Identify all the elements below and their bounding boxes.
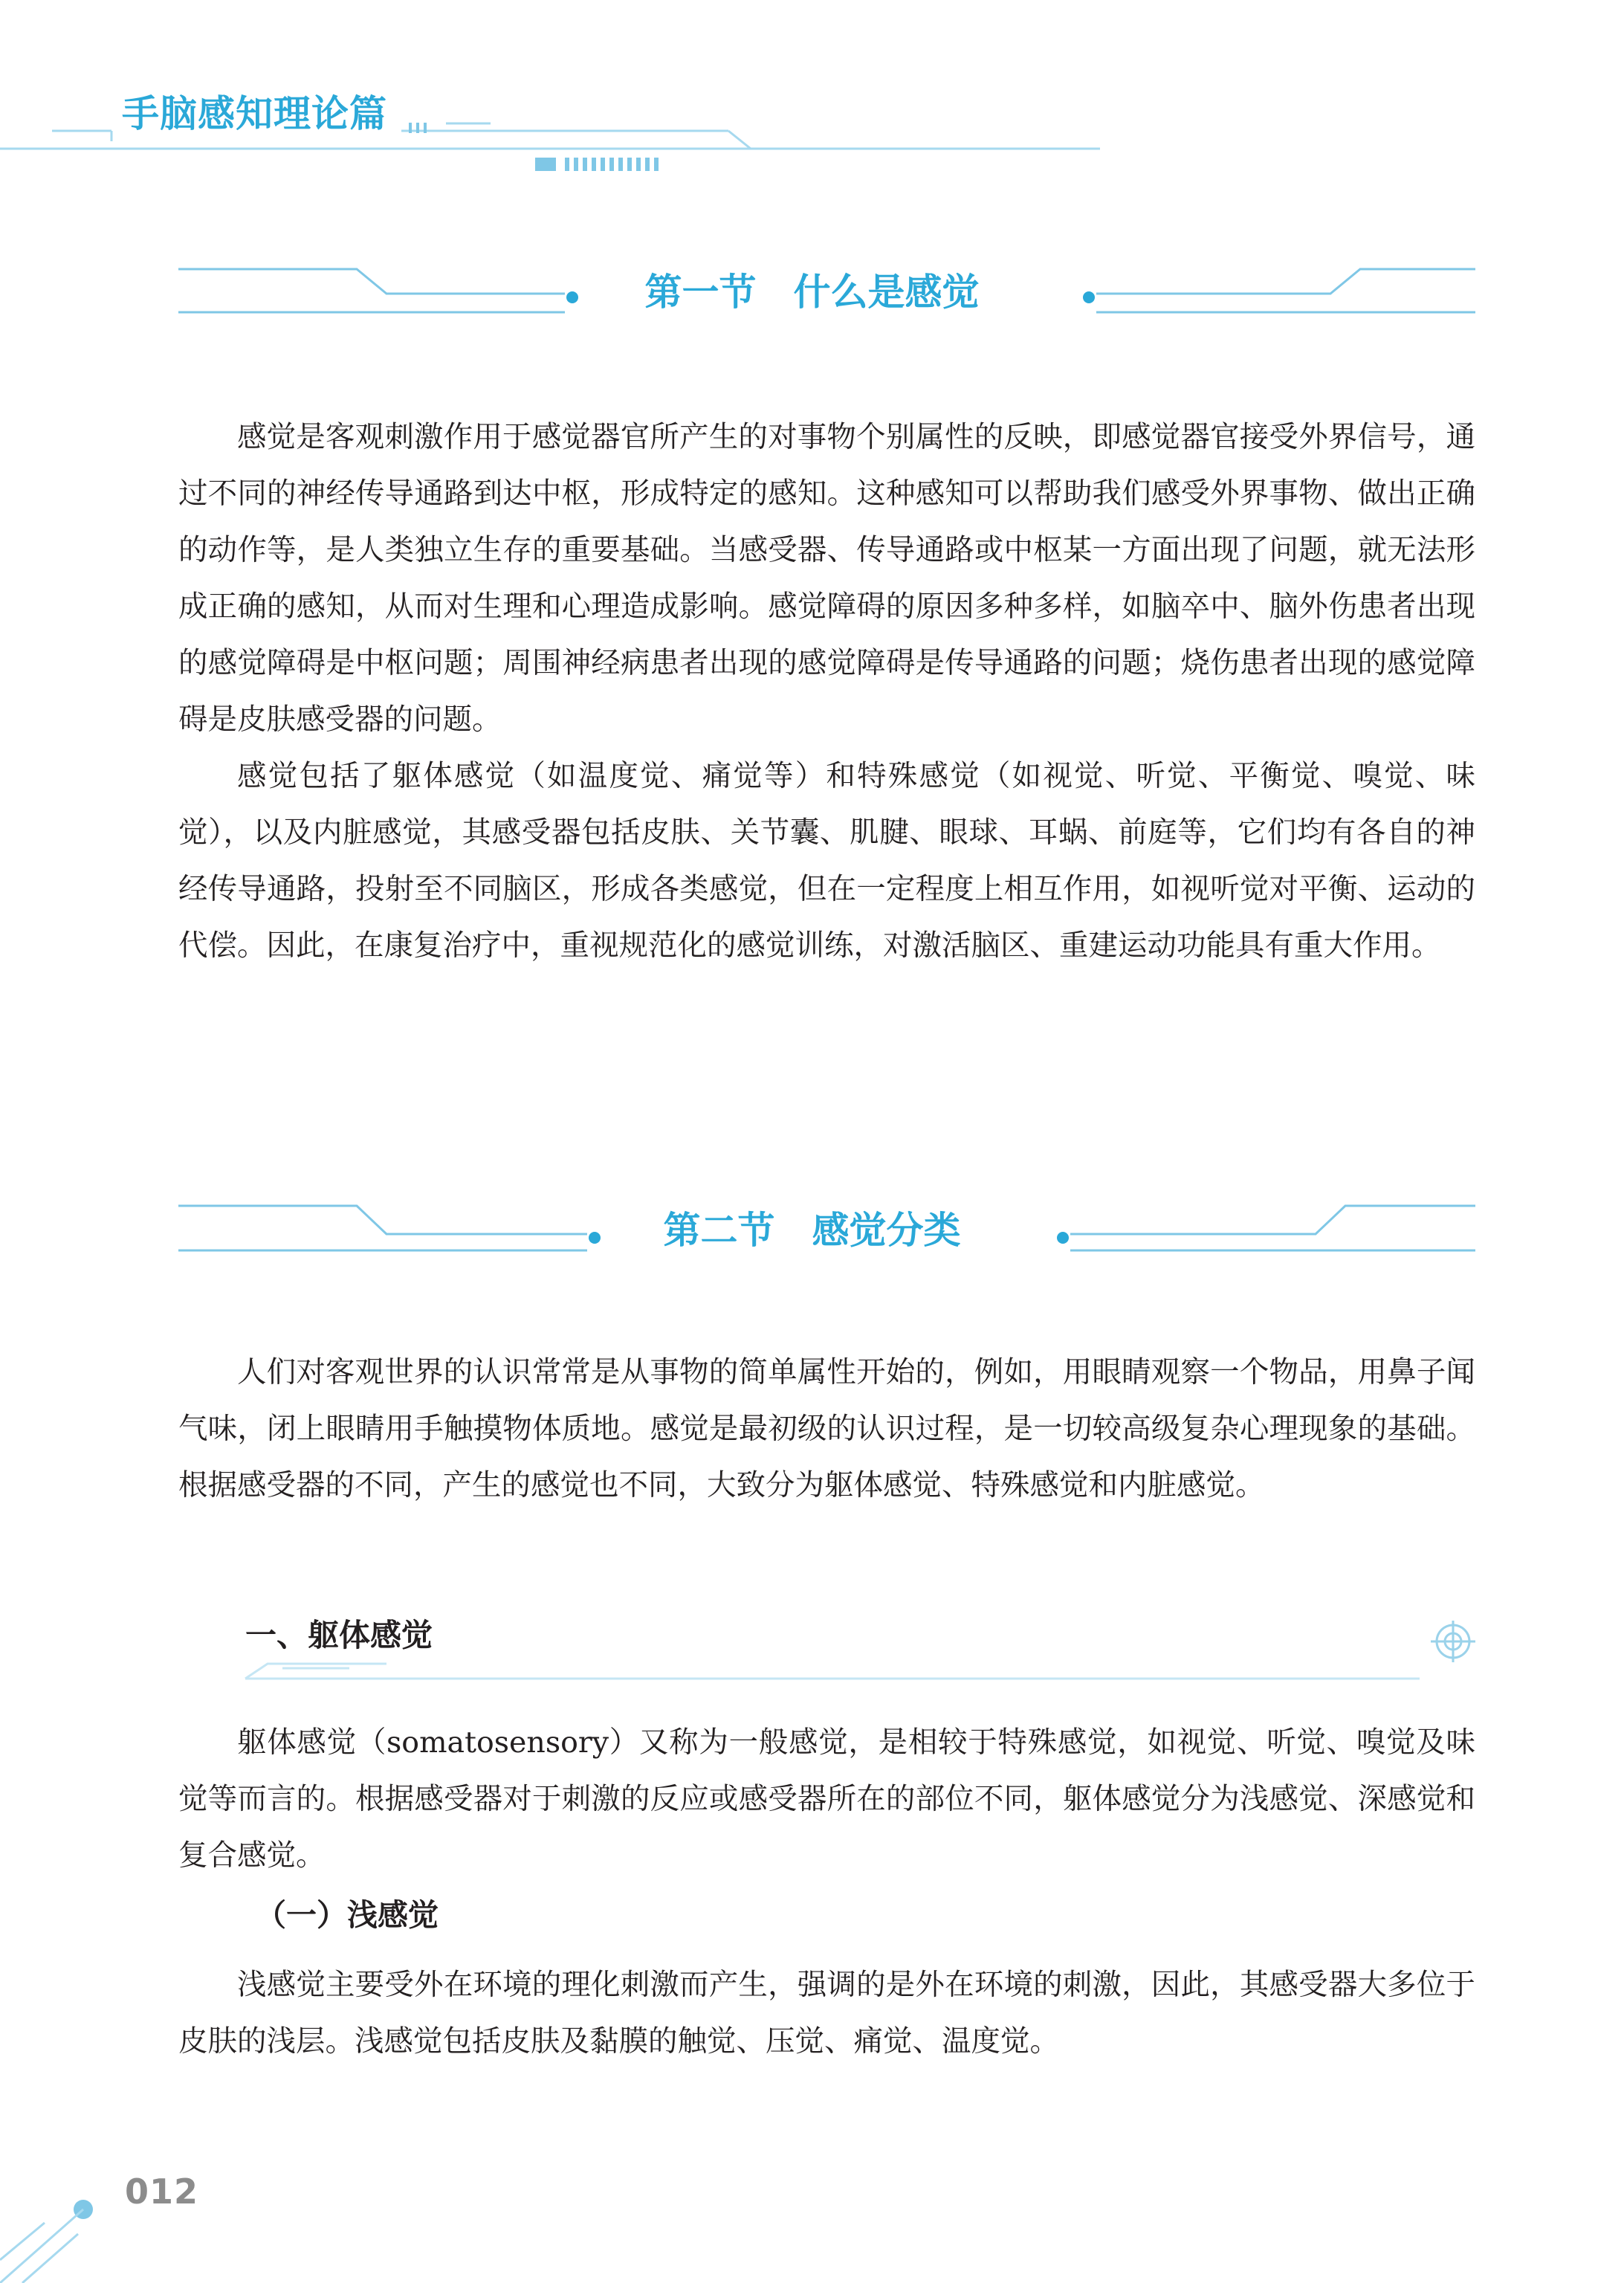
target-icon — [1431, 1621, 1475, 1662]
subsection-heading-somatosensory: 一、躯体感觉 — [245, 1617, 433, 1653]
section1-paragraph-1: 感觉是客观刺激作用于感觉器官所产生的对事物个别属性的反映，即感觉器官接受外界信号，通过不同的神经传导通路到达中枢，形成特定的感知。这种感知可以帮助我们感受外界事物、做出正确的动作等，是人类独立生存的重要基础。当感受器、传导通路或中枢某一方面出现了问题，就无法形成正确的感知，从而对生理和心理造成影响。感觉障碍的原因多种多样，如脑卒中、脑外伤患者出现的感觉障碍是中枢问题；周围神经病患者出现的感觉障碍是传导通路的问题；烧伤患者出现的感觉障碍是皮肤感受器的问题。 — [178, 420, 1475, 737]
section1-title: 第一节 什么是感觉 — [644, 271, 980, 314]
sub-subheading-superficial-sensation: （一）浅感觉 — [256, 1897, 439, 1933]
running-header-title: 手脑感知理论篇 — [122, 92, 387, 135]
subheading-rule — [245, 1664, 1420, 1679]
section1-paragraph-2: 感觉包括了躯体感觉（如温度觉、痛觉等）和特殊感觉（如视觉、听觉、平衡觉、嗅觉、味觉），以及内脏感觉，其感受器包括皮肤、关节囊、肌腱、眼球、耳蜗、前庭等，它们均有各自的神经传导通路，投射至不同脑区，形成各类感觉，但在一定程度上相互作用，如视听觉对平衡、运动的代偿。因此，在康复治疗中，重视规范化的感觉训练，对激活脑区、重建运动功能具有重大作用。 — [178, 759, 1475, 963]
page-number: 012 — [125, 2171, 199, 2212]
superficial-sensation-paragraph: 浅感觉主要受外在环境的理化刺激而产生，强调的是外在环境的刺激，因此，其感受器大多位于皮肤的浅层。浅感觉包括皮肤及黏膜的触觉、压觉、痛觉、温度觉。 — [178, 1968, 1475, 2058]
section2-title: 第二节 感觉分类 — [663, 1209, 961, 1252]
somatosensory-paragraph: 躯体感觉（somatosensory）又称为一般感觉，是相较于特殊感觉，如视觉、听觉、嗅觉及味觉等而言的。根据感受器对于刺激的反应或感受器所在的部位不同，躯体感觉分为浅感觉、深感觉和复合感觉。 — [178, 1725, 1475, 1873]
section2-intro-paragraph: 人们对客观世界的认识常常是从事物的简单属性开始的，例如，用眼睛观察一个物品，用鼻子闻气味，闭上眼睛用手触摸物体质地。感觉是最初级的认识过程，是一切较高级复杂心理现象的基础。根据感受器的不同，产生的感觉也不同，大致分为躯体感觉、特殊感觉和内脏感觉。 — [178, 1355, 1475, 1502]
footer-decoration — [0, 2209, 83, 2283]
